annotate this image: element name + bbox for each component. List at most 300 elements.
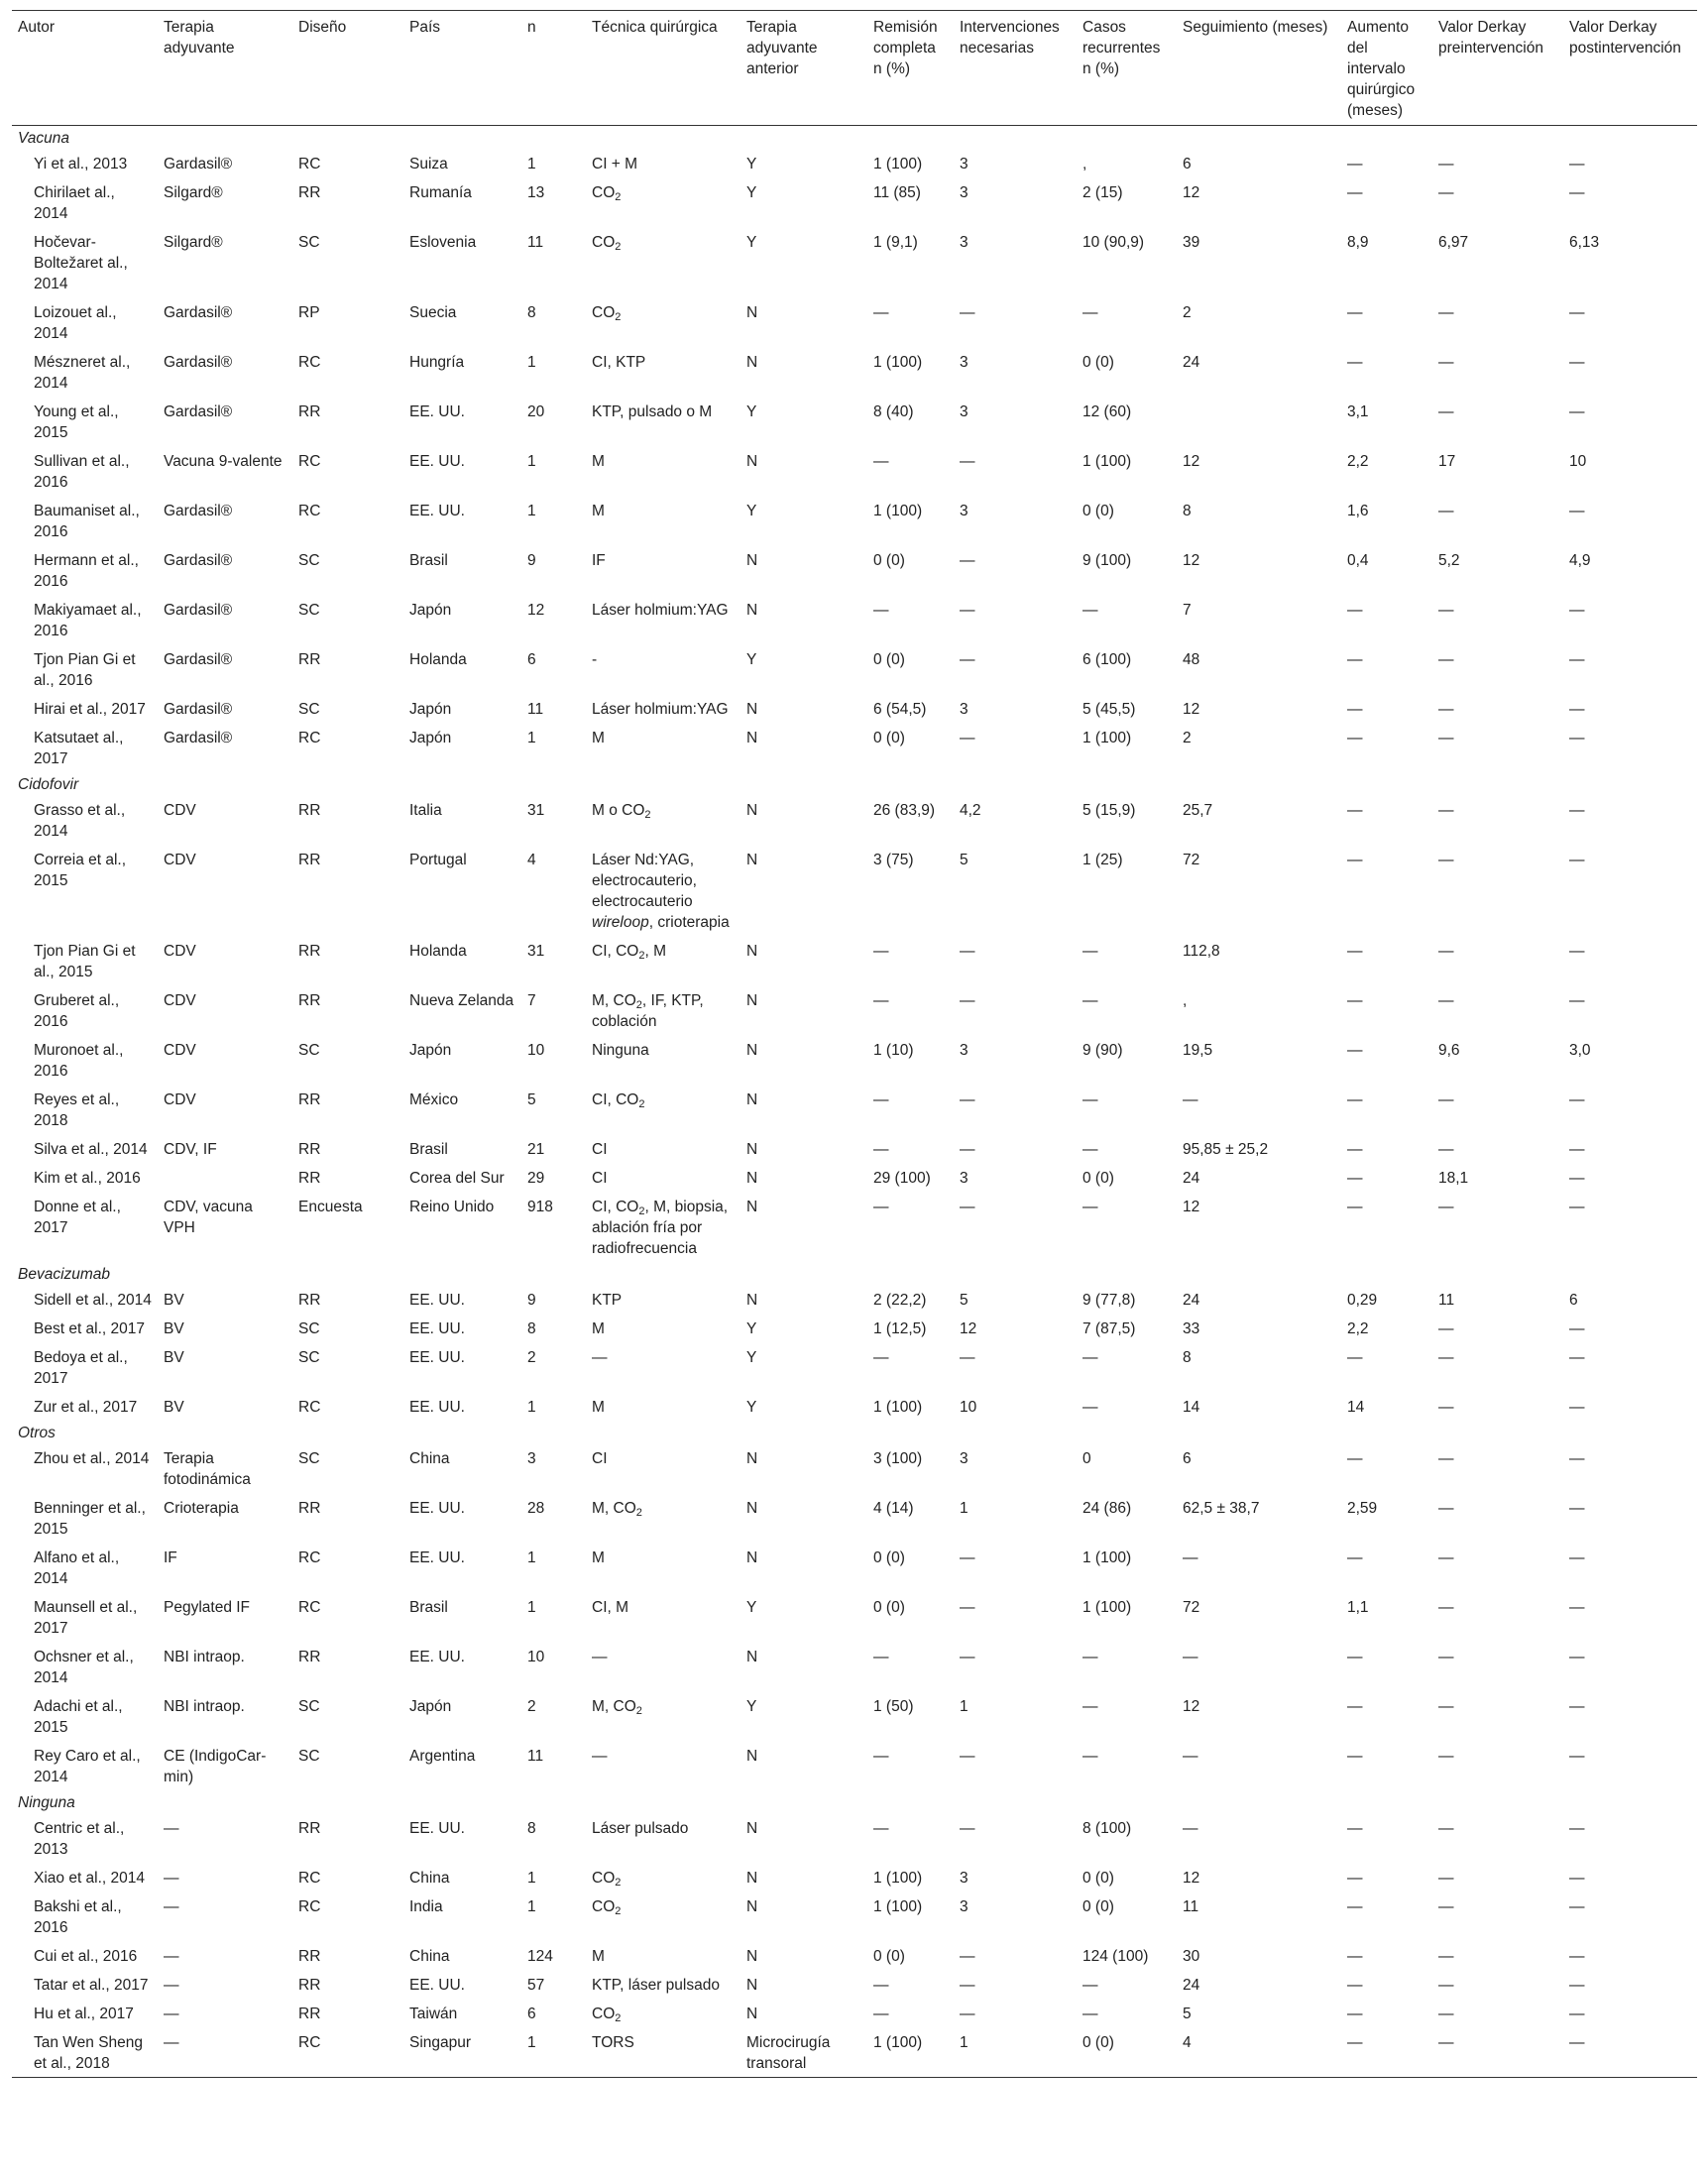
cell-derkay-post: — [1569, 701, 1585, 718]
column-header-pais: País [409, 19, 441, 36]
cell-aumento-intervalo: — [1347, 992, 1363, 1009]
cell-remision-completa: 0 (0) [873, 552, 905, 569]
cell-aumento-intervalo: — [1347, 1199, 1363, 1215]
cell-autor: Benninger et al., 2015 [34, 1500, 146, 1538]
cell-autor: Xiao et al., 2014 [34, 1870, 146, 1887]
cell-seguimiento: — [1183, 1748, 1198, 1765]
group-row [12, 1262, 1697, 1285]
cell-tecnica-quirurgica: M, $CO_2$ [592, 1500, 642, 1519]
cell-terapia-anterior: Microcirugía transoral [746, 2034, 831, 2072]
table-row [12, 1741, 1697, 1790]
table-row [12, 1642, 1697, 1691]
cell-diseno: RC [298, 453, 321, 470]
cell-n: 1 [527, 1549, 536, 1566]
cell-casos-recurrentes: 0 (0) [1082, 354, 1114, 371]
cell-intervenciones: 1 [960, 1698, 968, 1715]
cell-autor: Correia et al., 2015 [34, 852, 127, 889]
cell-remision-completa: 1 (100) [873, 2034, 923, 2051]
cell-tecnica-quirurgica: Láser pulsado [592, 1820, 689, 1837]
cell-derkay-pre: — [1438, 730, 1454, 746]
table-row [12, 595, 1697, 644]
cell-diseno: RC [298, 1870, 321, 1887]
cell-intervenciones: — [960, 992, 975, 1009]
cell-remision-completa: — [873, 602, 889, 619]
cell-pais: India [409, 1898, 443, 1915]
cell-terapia-adyuvante: IF [164, 1549, 177, 1566]
column-header-casos-recurrentes: Casos recurrentes n (%) [1082, 19, 1161, 77]
cell-terapia-adyuvante: CDV [164, 1042, 196, 1059]
cell-seguimiento: — [1183, 1649, 1198, 1665]
cell-pais: Singapur [409, 2034, 472, 2051]
cell-pais: Brasil [409, 552, 448, 569]
cell-aumento-intervalo: — [1347, 1042, 1363, 1059]
cell-diseno: SC [298, 1042, 320, 1059]
cell-intervenciones: — [960, 1649, 975, 1665]
cell-pais: Suecia [409, 304, 457, 321]
cell-n: 5 [527, 1091, 536, 1108]
cell-pais: Corea del Sur [409, 1170, 505, 1187]
cell-seguimiento: 4 [1183, 2034, 1192, 2051]
cell-remision-completa: — [873, 992, 889, 1009]
cell-tecnica-quirurgica: Láser holmium:YAG [592, 602, 729, 619]
cell-terapia-adyuvante: — [164, 2006, 179, 2022]
cell-aumento-intervalo: 2,2 [1347, 1320, 1369, 1337]
table-container [12, 10, 1697, 2078]
cell-intervenciones: 3 [960, 184, 968, 201]
cell-n: 31 [527, 943, 545, 960]
table-row [12, 694, 1697, 723]
cell-aumento-intervalo: — [1347, 1170, 1363, 1187]
cell-aumento-intervalo: — [1347, 730, 1363, 746]
cell-n: 10 [527, 1649, 545, 1665]
cell-seguimiento: 30 [1183, 1948, 1200, 1965]
cell-terapia-adyuvante: BV [164, 1349, 184, 1366]
cell-aumento-intervalo: — [1347, 1549, 1363, 1566]
cell-seguimiento: 7 [1183, 602, 1192, 619]
cell-remision-completa: 26 (83,9) [873, 802, 936, 819]
cell-autor: Tjon Pian Gi et al., 2016 [34, 651, 136, 689]
cell-remision-completa: 0 (0) [873, 730, 905, 746]
cell-diseno: RC [298, 730, 321, 746]
cell-derkay-pre: — [1438, 701, 1454, 718]
cell-n: 13 [527, 184, 545, 201]
cell-intervenciones: — [960, 453, 975, 470]
cell-diseno: RR [298, 1820, 321, 1837]
table-row [12, 1543, 1697, 1592]
cell-derkay-pre: — [1438, 1748, 1454, 1765]
cell-derkay-post: — [1569, 503, 1585, 519]
cell-derkay-pre: 17 [1438, 453, 1456, 470]
cell-casos-recurrentes: — [1082, 602, 1098, 619]
cell-diseno: RR [298, 1500, 321, 1517]
cell-seguimiento: 72 [1183, 1599, 1200, 1616]
cell-pais: EE. UU. [409, 1500, 465, 1517]
cell-derkay-pre: — [1438, 992, 1454, 1009]
cell-remision-completa: 3 (75) [873, 852, 914, 868]
cell-diseno: RR [298, 992, 321, 1009]
cell-tecnica-quirurgica: M [592, 1549, 605, 1566]
cell-remision-completa: 0 (0) [873, 1549, 905, 1566]
cell-diseno: RP [298, 304, 320, 321]
cell-tecnica-quirurgica: $CO_2$ [592, 304, 622, 323]
cell-aumento-intervalo: — [1347, 156, 1363, 172]
cell-intervenciones: — [960, 1199, 975, 1215]
cell-autor: Cui et al., 2016 [34, 1948, 138, 1965]
column-header-derkay-pre: Valor Derkay preintervención [1438, 19, 1543, 57]
column-header-intervenciones: Intervenciones necesarias [960, 19, 1060, 57]
cell-tecnica-quirurgica: — [592, 1349, 608, 1366]
cell-tecnica-quirurgica: $CO_2$ [592, 1870, 622, 1889]
cell-aumento-intervalo: — [1347, 701, 1363, 718]
cell-derkay-post: — [1569, 943, 1585, 960]
cell-n: 8 [527, 1820, 536, 1837]
cell-derkay-post: — [1569, 730, 1585, 746]
table-row [12, 1863, 1697, 1891]
cell-terapia-adyuvante: CDV [164, 1091, 196, 1108]
cell-diseno: RR [298, 943, 321, 960]
cell-remision-completa: — [873, 1141, 889, 1158]
cell-derkay-pre: — [1438, 602, 1454, 619]
cell-pais: Eslovenia [409, 234, 477, 251]
cell-n: 6 [527, 2006, 536, 2022]
cell-pais: EE. UU. [409, 1399, 465, 1416]
cell-autor: Loizouet al., 2014 [34, 304, 117, 342]
cell-pais: EE. UU. [409, 1549, 465, 1566]
cell-terapia-anterior: N [746, 1292, 758, 1309]
cell-autor: Tatar et al., 2017 [34, 1977, 149, 1994]
cell-casos-recurrentes: 1 (100) [1082, 730, 1132, 746]
cell-remision-completa: 1 (100) [873, 156, 923, 172]
cell-casos-recurrentes: — [1082, 1649, 1098, 1665]
cell-remision-completa: — [873, 1091, 889, 1108]
cell-autor: Donne et al., 2017 [34, 1199, 121, 1236]
cell-casos-recurrentes: — [1082, 1199, 1098, 1215]
cell-derkay-post: — [1569, 403, 1585, 420]
cell-tecnica-quirurgica: M [592, 453, 605, 470]
cell-diseno: RC [298, 1549, 321, 1566]
table-row [12, 1941, 1697, 1970]
table-row [12, 1314, 1697, 1342]
cell-diseno: RC [298, 2034, 321, 2051]
cell-intervenciones: 10 [960, 1399, 977, 1416]
cell-tecnica-quirurgica: - [592, 651, 598, 668]
cell-terapia-anterior: Y [746, 1599, 757, 1616]
cell-aumento-intervalo: 0,29 [1347, 1292, 1378, 1309]
cell-diseno: RC [298, 1898, 321, 1915]
cell-aumento-intervalo: — [1347, 1898, 1363, 1915]
cell-terapia-adyuvante: — [164, 1898, 179, 1915]
cell-autor: Tjon Pian Gi et al., 2015 [34, 943, 136, 980]
table-row [12, 795, 1697, 845]
cell-autor: Tan Wen Sheng et al., 2018 [34, 2034, 144, 2072]
table-row [12, 177, 1697, 227]
cell-remision-completa: 1 (9,1) [873, 234, 918, 251]
cell-remision-completa: 1 (100) [873, 1399, 923, 1416]
cell-terapia-anterior: N [746, 943, 758, 960]
cell-intervenciones: 5 [960, 1292, 968, 1309]
cell-terapia-adyuvante: Crioterapia [164, 1500, 239, 1517]
cell-derkay-pre: — [1438, 1199, 1454, 1215]
cell-casos-recurrentes: 5 (15,9) [1082, 802, 1136, 819]
cell-autor: Mészneret al., 2014 [34, 354, 131, 392]
cell-aumento-intervalo: — [1347, 1748, 1363, 1765]
cell-diseno: RR [298, 2006, 321, 2022]
cell-pais: EE. UU. [409, 1820, 465, 1837]
cell-seguimiento: 24 [1183, 354, 1200, 371]
cell-tecnica-quirurgica: $CO_2$ [592, 1898, 622, 1917]
cell-seguimiento: 12 [1183, 184, 1200, 201]
cell-casos-recurrentes: 0 (0) [1082, 2034, 1114, 2051]
cell-n: 1 [527, 156, 536, 172]
cell-terapia-adyuvante: Pegylated IF [164, 1599, 251, 1616]
cell-aumento-intervalo: — [1347, 1870, 1363, 1887]
cell-derkay-post: — [1569, 1091, 1585, 1108]
cell-derkay-post: — [1569, 2034, 1585, 2051]
cell-pais: Brasil [409, 1599, 448, 1616]
cell-terapia-adyuvante: — [164, 1977, 179, 1994]
cell-aumento-intervalo: 8,9 [1347, 234, 1369, 251]
table-row [12, 149, 1697, 177]
cell-seguimiento: 24 [1183, 1170, 1200, 1187]
cell-remision-completa: — [873, 943, 889, 960]
cell-aumento-intervalo: — [1347, 602, 1363, 619]
cell-pais: EE. UU. [409, 1349, 465, 1366]
cell-casos-recurrentes: — [1082, 1091, 1098, 1108]
cell-seguimiento: 14 [1183, 1399, 1200, 1416]
cell-intervenciones: 12 [960, 1320, 977, 1337]
cell-pais: Portugal [409, 852, 467, 868]
cell-diseno: SC [298, 602, 320, 619]
cell-intervenciones: — [960, 304, 975, 321]
cell-derkay-pre: — [1438, 156, 1454, 172]
table-row [12, 2027, 1697, 2078]
cell-diseno: RR [298, 1170, 321, 1187]
cell-remision-completa: 1 (100) [873, 503, 923, 519]
cell-tecnica-quirurgica: — [592, 1748, 608, 1765]
cell-remision-completa: — [873, 1649, 889, 1665]
column-header-tecnica-quirurgica: Técnica quirúrgica [592, 19, 718, 36]
cell-remision-completa: — [873, 1748, 889, 1765]
cell-n: 7 [527, 992, 536, 1009]
cell-terapia-adyuvante: — [164, 1948, 179, 1965]
cell-n: 8 [527, 1320, 536, 1337]
cell-aumento-intervalo: — [1347, 1141, 1363, 1158]
cell-derkay-post: — [1569, 1820, 1585, 1837]
cell-autor: Best et al., 2017 [34, 1320, 146, 1337]
cell-casos-recurrentes: 0 (0) [1082, 1170, 1114, 1187]
cell-seguimiento: 112,8 [1183, 943, 1220, 960]
cell-terapia-anterior: N [746, 354, 758, 371]
cell-intervenciones: — [960, 943, 975, 960]
cell-tecnica-quirurgica: Ninguna [592, 1042, 649, 1059]
cell-diseno: RR [298, 403, 321, 420]
cell-terapia-anterior: N [746, 802, 758, 819]
cell-autor: Bakshi et al., 2016 [34, 1898, 122, 1936]
cell-aumento-intervalo: 2,2 [1347, 453, 1369, 470]
cell-casos-recurrentes: 1 (100) [1082, 1549, 1132, 1566]
cell-seguimiento: 8 [1183, 1349, 1192, 1366]
cell-intervenciones: 3 [960, 354, 968, 371]
cell-intervenciones: — [960, 730, 975, 746]
cell-seguimiento: 12 [1183, 701, 1200, 718]
cell-n: 29 [527, 1170, 545, 1187]
cell-derkay-post: — [1569, 1399, 1585, 1416]
cell-terapia-adyuvante: CDV [164, 992, 196, 1009]
cell-intervenciones: 1 [960, 1500, 968, 1517]
cell-derkay-pre: — [1438, 1948, 1454, 1965]
cell-terapia-anterior: N [746, 1091, 758, 1108]
cell-pais: México [409, 1091, 459, 1108]
cell-intervenciones: 3 [960, 234, 968, 251]
cell-terapia-adyuvante: Silgard® [164, 234, 223, 251]
cell-aumento-intervalo: — [1347, 1820, 1363, 1837]
cell-casos-recurrentes: 124 (100) [1082, 1948, 1149, 1965]
cell-pais: EE. UU. [409, 453, 465, 470]
cell-terapia-anterior: N [746, 992, 758, 1009]
cell-remision-completa: — [873, 1349, 889, 1366]
table-row [12, 936, 1697, 985]
cell-aumento-intervalo: 0,4 [1347, 552, 1369, 569]
cell-derkay-pre: — [1438, 2034, 1454, 2051]
cell-casos-recurrentes: 1 (100) [1082, 453, 1132, 470]
cell-terapia-adyuvante: Gardasil® [164, 552, 233, 569]
cell-seguimiento: 12 [1183, 552, 1200, 569]
cell-seguimiento: 62,5 ± 38,7 [1183, 1500, 1260, 1517]
cell-pais: EE. UU. [409, 403, 465, 420]
cell-terapia-adyuvante: CDV [164, 852, 196, 868]
group-row [12, 1421, 1697, 1443]
cell-derkay-post: — [1569, 852, 1585, 868]
cell-terapia-adyuvante: CDV [164, 943, 196, 960]
cell-terapia-anterior: N [746, 1500, 758, 1517]
cell-diseno: RC [298, 1399, 321, 1416]
cell-n: 918 [527, 1199, 553, 1215]
cell-n: 2 [527, 1698, 536, 1715]
cell-seguimiento: 2 [1183, 304, 1192, 321]
cell-intervenciones: 3 [960, 403, 968, 420]
cell-terapia-anterior: Y [746, 1320, 757, 1337]
column-header-n: n [527, 19, 536, 36]
cell-autor: Centric et al., 2013 [34, 1820, 125, 1858]
cell-n: 9 [527, 552, 536, 569]
cell-terapia-adyuvante: Gardasil® [164, 156, 233, 172]
cell-derkay-pre: — [1438, 1141, 1454, 1158]
header-row [12, 11, 1697, 126]
studies-table [12, 10, 1697, 2078]
cell-tecnica-quirurgica: M [592, 1399, 605, 1416]
cell-autor: Grasso et al., 2014 [34, 802, 126, 840]
cell-n: 1 [527, 2034, 536, 2051]
cell-pais: Italia [409, 802, 442, 819]
cell-derkay-post: — [1569, 1141, 1585, 1158]
table-row [12, 1443, 1697, 1493]
cell-autor: Ochsner et al., 2014 [34, 1649, 134, 1686]
cell-diseno: SC [298, 1698, 320, 1715]
cell-aumento-intervalo: — [1347, 1948, 1363, 1965]
cell-aumento-intervalo: — [1347, 1349, 1363, 1366]
cell-aumento-intervalo: 3,1 [1347, 403, 1369, 420]
cell-tecnica-quirurgica: KTP, pulsado o M [592, 403, 713, 420]
cell-terapia-adyuvante: Gardasil® [164, 354, 233, 371]
table-row [12, 1285, 1697, 1314]
cell-terapia-anterior: Y [746, 403, 757, 420]
cell-tecnica-quirurgica: M [592, 730, 605, 746]
cell-seguimiento: — [1183, 1091, 1198, 1108]
cell-autor: Hočevar-Boltežaret al., 2014 [34, 234, 128, 292]
table-row [12, 1813, 1697, 1863]
cell-terapia-adyuvante: Gardasil® [164, 602, 233, 619]
cell-terapia-adyuvante: Gardasil® [164, 730, 233, 746]
cell-derkay-pre: — [1438, 651, 1454, 668]
cell-aumento-intervalo: — [1347, 802, 1363, 819]
cell-seguimiento: 11 [1183, 1898, 1199, 1915]
cell-n: 1 [527, 354, 536, 371]
cell-terapia-adyuvante: BV [164, 1399, 184, 1416]
cell-intervenciones: — [960, 1948, 975, 1965]
cell-terapia-anterior: Y [746, 234, 757, 251]
cell-seguimiento: 2 [1183, 730, 1192, 746]
cell-terapia-adyuvante: BV [164, 1292, 184, 1309]
cell-derkay-post: — [1569, 802, 1585, 819]
table-row [12, 496, 1697, 545]
cell-diseno: RR [298, 1948, 321, 1965]
cell-remision-completa: 0 (0) [873, 1599, 905, 1616]
cell-remision-completa: 1 (100) [873, 1898, 923, 1915]
table-row [12, 723, 1697, 772]
cell-terapia-anterior: Y [746, 1349, 757, 1366]
cell-diseno: SC [298, 1748, 320, 1765]
cell-intervenciones: 5 [960, 852, 968, 868]
cell-intervenciones: — [960, 1091, 975, 1108]
group-row [12, 772, 1697, 795]
cell-n: 31 [527, 802, 545, 819]
cell-pais: China [409, 1870, 450, 1887]
cell-n: 11 [527, 1748, 544, 1765]
cell-autor: Baumaniset al., 2016 [34, 503, 140, 540]
cell-derkay-pre: 11 [1438, 1292, 1455, 1309]
cell-aumento-intervalo: — [1347, 1698, 1363, 1715]
cell-derkay-pre: — [1438, 1549, 1454, 1566]
cell-remision-completa: 0 (0) [873, 651, 905, 668]
group-row [12, 126, 1697, 150]
cell-tecnica-quirurgica: $CO_2$ [592, 2006, 622, 2024]
cell-casos-recurrentes: 6 (100) [1082, 651, 1132, 668]
cell-n: 21 [527, 1141, 545, 1158]
group-label: Bevacizumab [18, 1266, 111, 1283]
cell-aumento-intervalo: 2,59 [1347, 1500, 1378, 1517]
cell-derkay-pre: — [1438, 1399, 1454, 1416]
cell-remision-completa: 11 (85) [873, 184, 921, 201]
cell-terapia-anterior: N [746, 701, 758, 718]
cell-intervenciones: 1 [960, 2034, 968, 2051]
cell-n: 4 [527, 852, 536, 868]
cell-remision-completa: 1 (10) [873, 1042, 914, 1059]
cell-tecnica-quirurgica: Láser holmium:YAG [592, 701, 729, 718]
cell-seguimiento: 19,5 [1183, 1042, 1213, 1059]
cell-n: 1 [527, 1898, 536, 1915]
cell-n: 1 [527, 503, 536, 519]
cell-n: 57 [527, 1977, 545, 1994]
cell-derkay-pre: — [1438, 1977, 1454, 1994]
cell-terapia-anterior: N [746, 1199, 758, 1215]
cell-tecnica-quirurgica: M, $CO_2$ [592, 1698, 642, 1717]
cell-n: 10 [527, 1042, 545, 1059]
cell-pais: Holanda [409, 651, 467, 668]
cell-casos-recurrentes: 1 (25) [1082, 852, 1123, 868]
cell-casos-recurrentes: 0 [1082, 1450, 1091, 1467]
cell-terapia-adyuvante: Gardasil® [164, 403, 233, 420]
cell-autor: Silva et al., 2014 [34, 1141, 148, 1158]
